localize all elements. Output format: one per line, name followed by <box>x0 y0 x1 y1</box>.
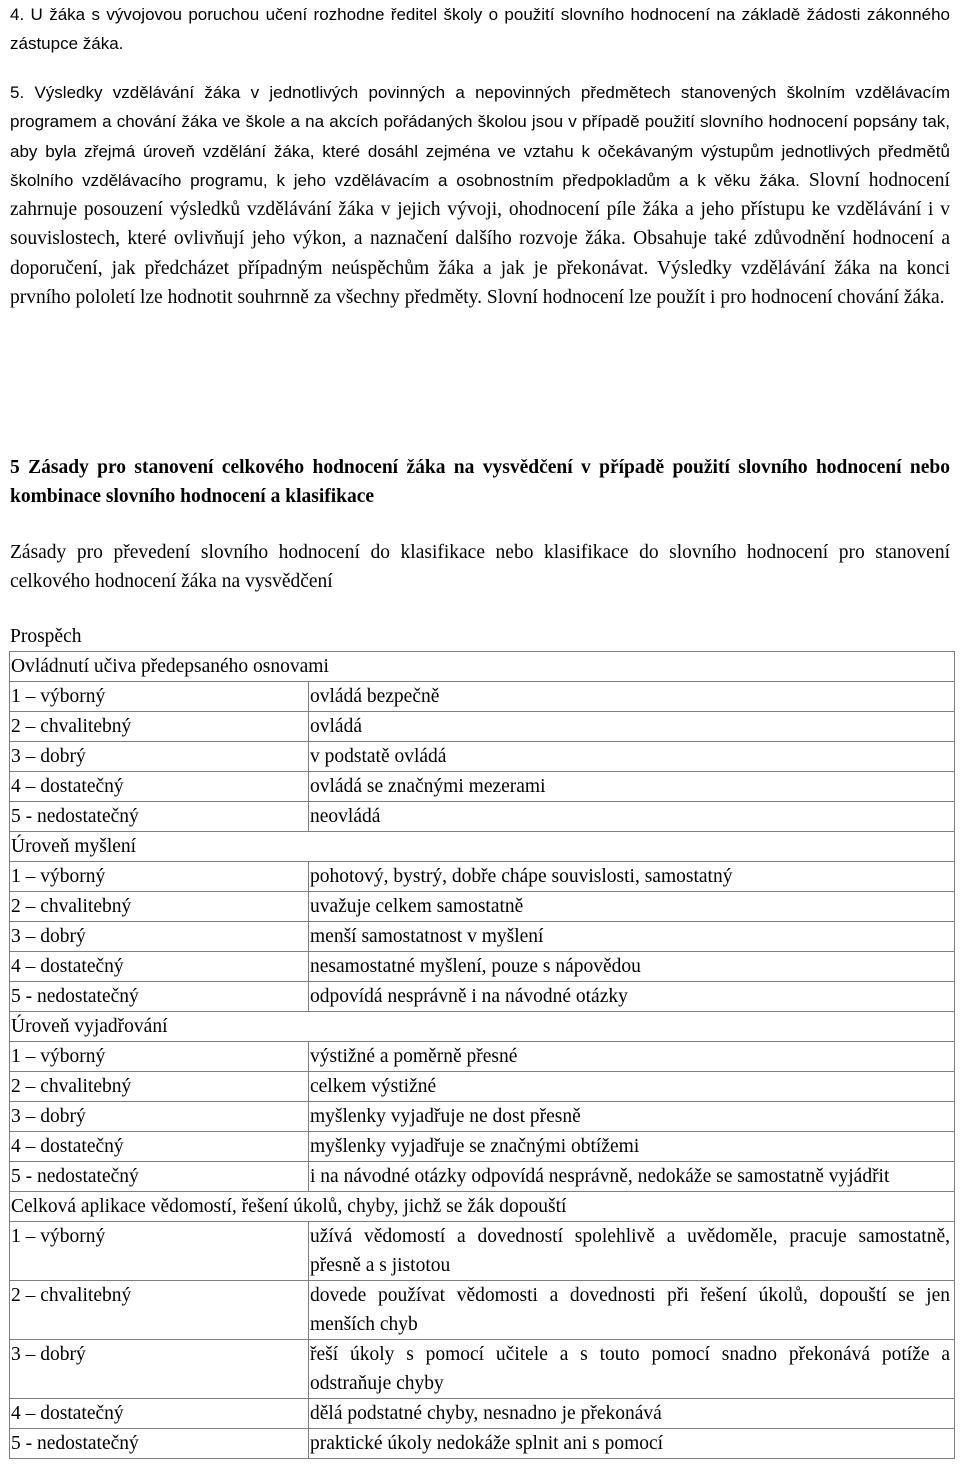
table-row <box>10 922 955 952</box>
description-cell: uvažuje celkem samostatně <box>309 892 955 922</box>
grading-table-body <box>10 652 955 1459</box>
description-cell: i na návodné otázky odpovídá nesprávně, nedokáže se samostatně vyjádřit <box>309 1162 955 1192</box>
grade-cell: 4 – dostatečný <box>10 1399 309 1429</box>
table-row <box>10 1042 955 1072</box>
description-cell: ovládá se značnými mezerami <box>309 772 955 802</box>
table-row <box>10 1132 955 1162</box>
table-group-header <box>10 652 955 682</box>
table-row <box>10 1072 955 1102</box>
grade-cell: 5 - nedostatečný <box>10 802 309 832</box>
paragraph-5 <box>10 78 950 312</box>
group-title: Úroveň vyjadřování <box>10 1012 955 1042</box>
table-group-header <box>10 832 955 862</box>
table-row <box>10 772 955 802</box>
table-row <box>10 1399 955 1429</box>
grading-table <box>9 651 955 1459</box>
group-title: Ovládnutí učiva předepsaného osnovami <box>10 652 955 682</box>
grade-cell: 3 – dobrý <box>10 742 309 772</box>
paragraph-5-serif-part: Slovní hodnocení zahrnuje posouzení výsledků vzdělávání žáka v jejich vývoji, ohodnocení píle žáka a jeho přístupu ke vzdělávání i v souvislostech, které ovlivňují jeho výkon, a naznačení dalšího rozvoje žáka. Obsahuje také zdůvodnění hodnocení a doporučení, jak předcházet případným neúspěchům žáka a jak je překonávat. Výsledky vzdělávání žáka na konci prvního pololetí lze hodnotit souhrnně za všechny předměty. Slovní hodnocení lze použít i pro hodnocení chování žáka. <box>10 169 950 309</box>
description-cell: užívá vědomostí a dovedností spolehlivě a uvědoměle, pracuje samostatně, přesně a s jistotou <box>309 1222 955 1281</box>
description-cell: řeší úkoly s pomocí učitele a s touto pomocí snadno překonává potíže a odstraňuje chyby <box>309 1340 955 1399</box>
grade-cell: 4 – dostatečný <box>10 1132 309 1162</box>
description-cell: menší samostatnost v myšlení <box>309 922 955 952</box>
section-intro: Zásady pro převedení slovního hodnocení do klasifikace nebo klasifikace do slovního hodnocení pro stanovení celkového hodnocení žáka na vysvědčení <box>10 542 950 592</box>
table-row <box>10 1162 955 1192</box>
paragraph-4: 4. U žáka s vývojovou poruchou učení rozhodne ředitel školy o použití slovního hodnocení na základě žádosti zákonného zástupce žáka. <box>10 5 950 54</box>
grade-cell: 1 – výborný <box>10 682 309 712</box>
document-page <box>10 0 950 1454</box>
grade-cell: 5 - nedostatečný <box>10 982 309 1012</box>
table-row <box>10 952 955 982</box>
prospech-label: Prospěch <box>10 626 82 647</box>
table-row <box>10 1281 955 1340</box>
description-cell: praktické úkoly nedokáže splnit ani s pomocí <box>309 1429 955 1459</box>
table-row <box>10 892 955 922</box>
table-row <box>10 712 955 742</box>
grade-cell: 3 – dobrý <box>10 1102 309 1132</box>
grade-cell: 1 – výborný <box>10 1042 309 1072</box>
grade-cell: 2 – chvalitebný <box>10 1072 309 1102</box>
table-row <box>10 1340 955 1399</box>
description-cell: v podstatě ovládá <box>309 742 955 772</box>
table-row <box>10 1222 955 1281</box>
grade-cell: 2 – chvalitebný <box>10 892 309 922</box>
grade-cell: 1 – výborný <box>10 1222 309 1281</box>
table-row <box>10 742 955 772</box>
table-row <box>10 982 955 1012</box>
description-cell: pohotový, bystrý, dobře chápe souvislosti, samostatný <box>309 862 955 892</box>
grade-cell: 2 – chvalitebný <box>10 1281 309 1340</box>
description-cell: nesamostatné myšlení, pouze s nápovědou <box>309 952 955 982</box>
grade-cell: 3 – dobrý <box>10 1340 309 1399</box>
grade-cell: 5 - nedostatečný <box>10 1162 309 1192</box>
description-cell: neovládá <box>309 802 955 832</box>
description-cell: celkem výstižné <box>309 1072 955 1102</box>
table-row <box>10 862 955 892</box>
description-cell: odpovídá nesprávně i na návodné otázky <box>309 982 955 1012</box>
table-row <box>10 682 955 712</box>
description-cell: dělá podstatné chyby, nesnadno je překonává <box>309 1399 955 1429</box>
group-title: Úroveň myšlení <box>10 832 955 862</box>
description-cell: ovládá bezpečně <box>309 682 955 712</box>
table-group-header <box>10 1012 955 1042</box>
grade-cell: 1 – výborný <box>10 862 309 892</box>
grade-cell: 4 – dostatečný <box>10 772 309 802</box>
table-group-header <box>10 1192 955 1222</box>
description-cell: myšlenky vyjadřuje ne dost přesně <box>309 1102 955 1132</box>
group-title: Celková aplikace vědomostí, řešení úkolů, chyby, jichž se žák dopouští <box>10 1192 955 1222</box>
grade-cell: 2 – chvalitebný <box>10 712 309 742</box>
table-row <box>10 1429 955 1459</box>
paragraph-5-sans-part: 5. Výsledky vzdělávání žáka v jednotlivých povinných a nepovinných předmětech stanovených školním vzdělávacím programem a chování žáka ve škole a na akcích pořádaných školou jsou v případě použití slovního hodnocení popsány tak, aby byla zřejmá úroveň vzdělání žáka, které dosáhl zejména ve vztahu k očekávaným výstupům jednotlivých předmětů školního vzdělávacího programu, k jeho vzdělávacím a osobnostním předpokladům a k věku žáka. <box>10 83 950 190</box>
description-cell: ovládá <box>309 712 955 742</box>
section-heading: 5 Zásady pro stanovení celkového hodnocení žáka na vysvědčení v případě použití slovního hodnocení nebo kombinace slovního hodnocení a klasifikace <box>10 457 950 507</box>
grade-cell: 4 – dostatečný <box>10 952 309 982</box>
grade-cell: 5 - nedostatečný <box>10 1429 309 1459</box>
grade-cell: 3 – dobrý <box>10 922 309 952</box>
description-cell: myšlenky vyjadřuje se značnými obtížemi <box>309 1132 955 1162</box>
table-row <box>10 802 955 832</box>
description-cell: výstižné a poměrně přesné <box>309 1042 955 1072</box>
description-cell: dovede používat vědomosti a dovednosti při řešení úkolů, dopouští se jen menších chyb <box>309 1281 955 1340</box>
table-row <box>10 1102 955 1132</box>
